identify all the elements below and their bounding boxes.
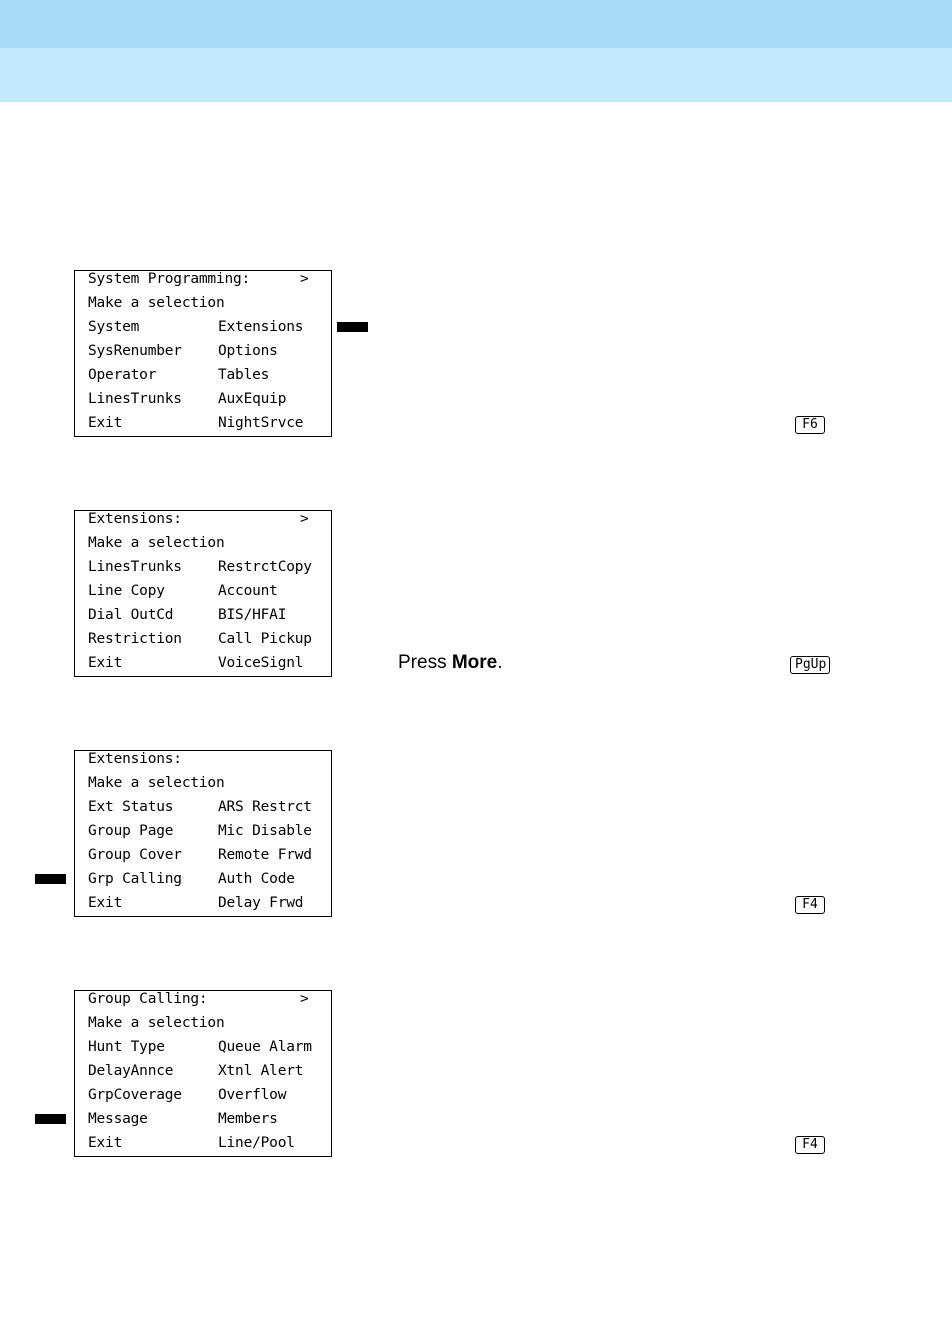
- menu-option-hunt-type[interactable]: Hunt Type: [88, 1039, 165, 1055]
- menu-option-mic-disable[interactable]: Mic Disable: [218, 823, 312, 839]
- menu-option-exit[interactable]: Exit: [88, 895, 123, 911]
- instruction-text: [398, 652, 503, 674]
- menu-option-xtnl-alert[interactable]: Xtnl Alert: [218, 1063, 304, 1079]
- instruction-prefix: Press: [398, 652, 452, 673]
- instruction-suffix: .: [497, 652, 503, 673]
- menu-option-line-copy[interactable]: Line Copy: [88, 583, 165, 599]
- menu-option-overflow[interactable]: Overflow: [218, 1087, 287, 1103]
- key-pgup[interactable]: PgUp: [790, 656, 830, 674]
- menu-option-message[interactable]: Message: [88, 1111, 148, 1127]
- menu-option-dial-outcd[interactable]: Dial OutCd: [88, 607, 174, 623]
- selection-pointer: [35, 1114, 66, 1124]
- menu-option-group-page[interactable]: Group Page: [88, 823, 174, 839]
- more-arrow: >: [300, 271, 309, 287]
- screen-title: Extensions:: [88, 511, 182, 527]
- more-arrow: >: [300, 511, 309, 527]
- menu-option-linestrunks[interactable]: LinesTrunks: [88, 559, 182, 575]
- display-screen-extensions-page2: [74, 750, 332, 917]
- selection-pointer: [337, 322, 368, 332]
- screen-subtitle: Make a selection: [88, 535, 225, 551]
- menu-option-exit[interactable]: Exit: [88, 1135, 123, 1151]
- display-screen-extensions-page1: [74, 510, 332, 677]
- menu-option-restriction[interactable]: Restriction: [88, 631, 182, 647]
- menu-option-call-pickup[interactable]: Call Pickup: [218, 631, 312, 647]
- menu-option-options[interactable]: Options: [218, 343, 278, 359]
- menu-option-grpcoverage[interactable]: GrpCoverage: [88, 1087, 182, 1103]
- display-screen-group-calling: [74, 990, 332, 1157]
- menu-option-linestrunks[interactable]: LinesTrunks: [88, 391, 182, 407]
- screen-subtitle: Make a selection: [88, 295, 225, 311]
- menu-option-auth-code[interactable]: Auth Code: [218, 871, 295, 887]
- selection-pointer: [35, 874, 66, 884]
- menu-option-line-pool[interactable]: Line/Pool: [218, 1135, 295, 1151]
- menu-option-account[interactable]: Account: [218, 583, 278, 599]
- key-f4[interactable]: F4: [795, 896, 825, 914]
- menu-option-delay-frwd[interactable]: Delay Frwd: [218, 895, 304, 911]
- menu-option-restrctcopy[interactable]: RestrctCopy: [218, 559, 312, 575]
- key-f4[interactable]: F4: [795, 1136, 825, 1154]
- menu-option-delayannce[interactable]: DelayAnnce: [88, 1063, 174, 1079]
- menu-option-auxequip[interactable]: AuxEquip: [218, 391, 287, 407]
- menu-option-operator[interactable]: Operator: [88, 367, 157, 383]
- menu-option-ars-restrct[interactable]: ARS Restrct: [218, 799, 312, 815]
- menu-option-exit[interactable]: Exit: [88, 415, 123, 431]
- menu-option-bis-hfai[interactable]: BIS/HFAI: [218, 607, 287, 623]
- menu-option-sysrenumber[interactable]: SysRenumber: [88, 343, 182, 359]
- header-band-bottom: [0, 48, 952, 102]
- screen-subtitle: Make a selection: [88, 1015, 225, 1031]
- menu-option-extensions[interactable]: Extensions: [218, 319, 304, 335]
- menu-option-nightsrvce[interactable]: NightSrvce: [218, 415, 304, 431]
- display-screen-system-programming: [74, 270, 332, 437]
- header-band-top: [0, 0, 952, 48]
- more-arrow: >: [300, 991, 309, 1007]
- menu-option-remote-frwd[interactable]: Remote Frwd: [218, 847, 312, 863]
- screen-title: Group Calling:: [88, 991, 208, 1007]
- menu-option-queue-alarm[interactable]: Queue Alarm: [218, 1039, 312, 1055]
- menu-option-group-cover[interactable]: Group Cover: [88, 847, 182, 863]
- menu-option-voicesignl[interactable]: VoiceSignl: [218, 655, 304, 671]
- menu-option-system[interactable]: System: [88, 319, 140, 335]
- screen-title: Extensions:: [88, 751, 182, 767]
- screen-subtitle: Make a selection: [88, 775, 225, 791]
- menu-option-tables[interactable]: Tables: [218, 367, 270, 383]
- menu-option-grp-calling[interactable]: Grp Calling: [88, 871, 182, 887]
- screen-title: System Programming:: [88, 271, 251, 287]
- menu-option-members[interactable]: Members: [218, 1111, 278, 1127]
- menu-option-exit[interactable]: Exit: [88, 655, 123, 671]
- key-f6[interactable]: F6: [795, 416, 825, 434]
- instruction-more-label: More: [451, 652, 498, 673]
- menu-option-ext-status[interactable]: Ext Status: [88, 799, 174, 815]
